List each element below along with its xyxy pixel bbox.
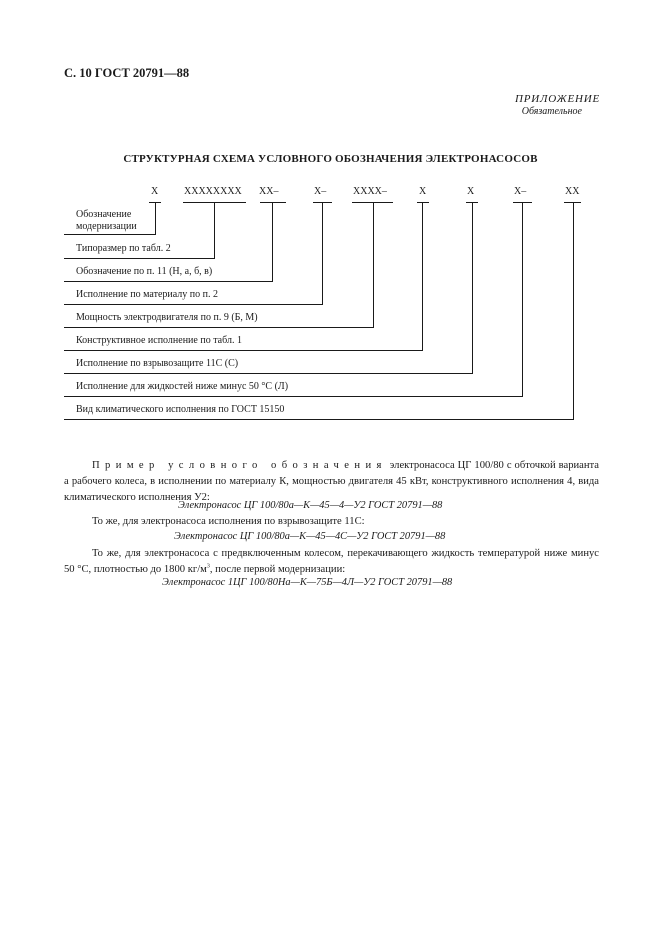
example-designation-1: Электронасос ЦГ 100/80а—К—45—4—У2 ГОСТ 20791—88 [178,500,443,511]
example-designation-2: Электронасос ЦГ 100/80а—К—45—4С—У2 ГОСТ 20791—88 [174,531,446,542]
label-modernization-2: модернизации [76,221,137,232]
example-text: электронасоса ЦГ 100/80 с обточкой варианта а рабочего колеса, в исполнении по материалу К, мощностью двигателя 45 кВт, конструктивного исполнения 4, вида климатического исполнения У2: [64,460,599,503]
label-modernization-1: Обозначение [76,209,132,220]
example-text: , после первой модернизации: [209,564,346,575]
page-header: С. 10 ГОСТ 20791—88 [64,66,190,80]
label-climate: Вид климатического исполнения по ГОСТ 15150 [76,404,285,415]
code-low-temp: X– [514,186,527,197]
leader-line [64,419,574,420]
code-material: X– [314,186,327,197]
connector-vertical [322,203,323,304]
label-explosion: Исполнение по взрывозащите 11С (С) [76,358,239,369]
example-text: То же, для электронасоса с предвключенным колесом, перекачивающего жидкость температурой ниже минус 50 °С, плотностью до 1800 кг/м [64,548,599,575]
leader-line [64,304,323,305]
superscript: 3 [206,563,210,570]
example-designation-3: Электронасос 1ЦГ 100/80На—К—75Б—4Л—У2 ГОСТ 20791—88 [162,577,453,588]
example-paragraph-2: То же, для электронасоса исполнения по взрывозащите 11С: [92,516,365,527]
label-construction: Конструктивное исполнение по табл. 1 [76,335,242,346]
code-modernization: X [151,186,159,197]
appendix-subtitle: Обязательное [521,106,582,117]
connector-vertical [373,203,374,327]
code-explosion: X [467,186,475,197]
leader-line [64,234,156,235]
leader-line [64,281,273,282]
connector-vertical [272,203,273,281]
appendix-title: ПРИЛОЖЕНИЕ [515,93,600,105]
code-power: XXXX– [353,186,387,197]
code-underline [260,202,286,203]
example-heading: Пример условного обозначения [92,460,387,471]
leader-line [64,258,215,259]
code-underline [417,202,429,203]
connector-vertical [472,203,473,373]
example-paragraph-3 [64,546,599,578]
connector-vertical [422,203,423,350]
label-low-temp: Исполнение для жидкостей ниже минус 50 °С (Л) [76,381,289,392]
label-power: Мощность электродвигателя по п. 9 (Б, М) [76,312,258,323]
label-designation: Обозначение по п. 11 (Н, а, б, в) [76,266,213,277]
leader-line [64,373,473,374]
connector-vertical [214,203,215,259]
code-designation: XX– [259,186,279,197]
label-material: Исполнение по материалу по п. 2 [76,289,218,300]
leader-line [64,350,423,351]
leader-line [64,327,374,328]
label-size: Типоразмер по табл. 2 [76,243,171,254]
leader-line [64,396,523,397]
code-size: XXXXXXXX [184,186,242,197]
code-construction: X [419,186,427,197]
connector-vertical [155,203,156,234]
connector-vertical [522,203,523,396]
connector-vertical [573,203,574,419]
scheme-title: СТРУКТУРНАЯ СХЕМА УСЛОВНОГО ОБОЗНАЧЕНИЯ ЭЛЕКТРОНАСОСОВ [123,153,538,165]
example-paragraph-1 [64,458,599,506]
code-climate: XX [565,186,580,197]
